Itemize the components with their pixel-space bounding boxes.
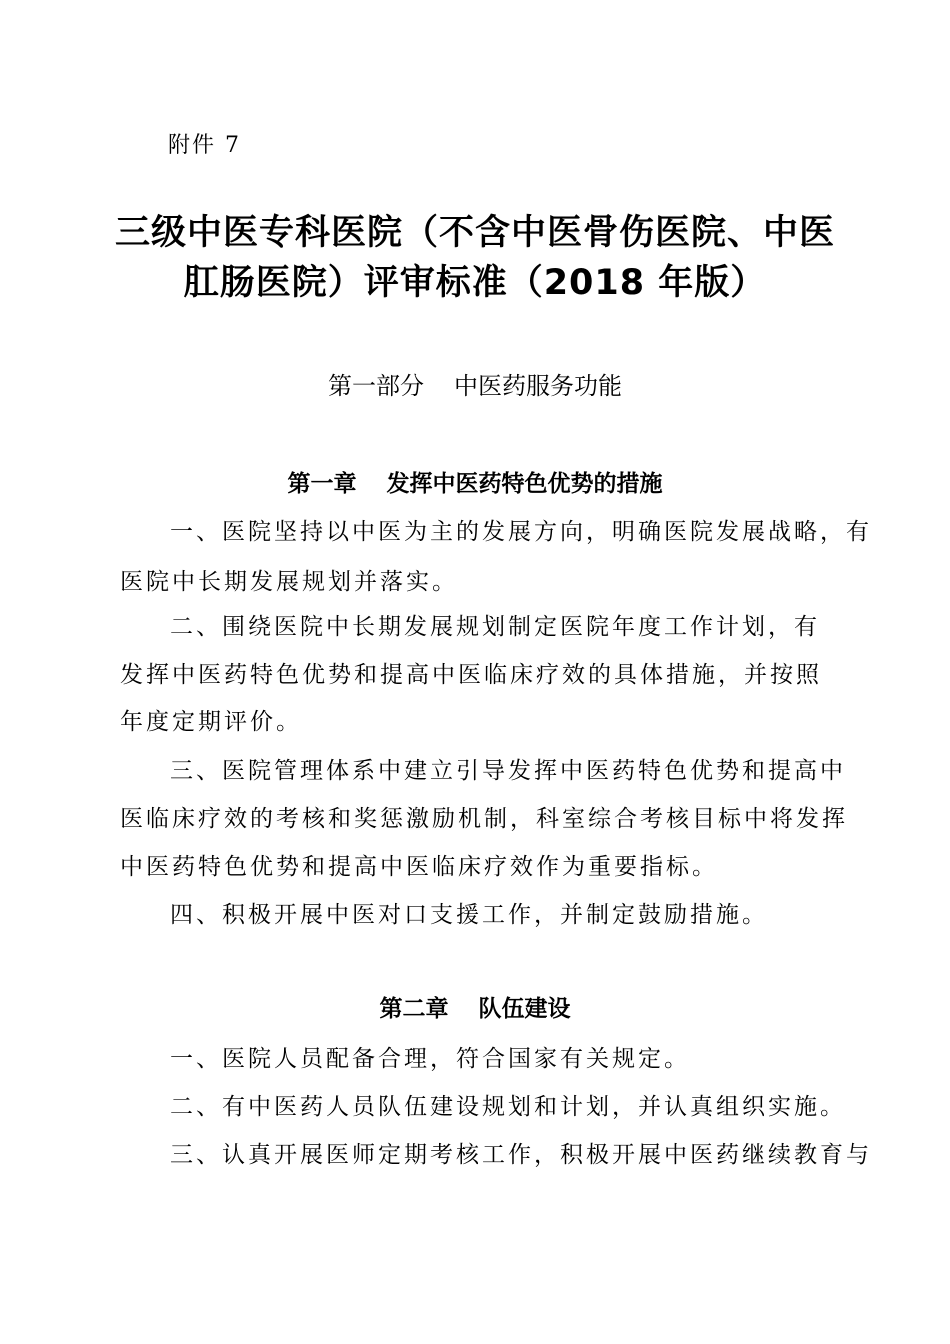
paragraph-line: 年度定期评价。 — [120, 709, 302, 735]
chapter-1-label: 第一章 — [287, 471, 357, 497]
paragraph-line: 二、围绕医院中长期发展规划制定医院年度工作计划，有 — [170, 614, 820, 640]
chapter-1-name: 发挥中医药特色优势的措施 — [386, 471, 663, 497]
paragraph-line: 中医药特色优势和提高中医临床疗效作为重要指标。 — [120, 854, 718, 880]
document-title-line-2: 肛肠医院）评审标准（2018 年版） — [183, 263, 767, 303]
paragraph-line: 医院中长期发展规划并落实。 — [120, 569, 458, 595]
chapter-2-label: 第二章 — [379, 996, 449, 1022]
paragraph-line: 一、医院坚持以中医为主的发展方向，明确医院发展战略，有 — [170, 519, 872, 545]
paragraph-line: 二、有中医药人员队伍建设规划和计划，并认真组织实施。 — [170, 1094, 846, 1120]
part-heading — [0, 366, 950, 401]
paragraph-line: 医临床疗效的考核和奖惩激励机制，科室综合考核目标中将发挥 — [120, 806, 848, 832]
paragraph-line: 四、积极开展中医对口支援工作，并制定鼓励措施。 — [170, 902, 768, 928]
chapter-2-name: 队伍建设 — [478, 996, 571, 1022]
part-label: 第一部分 — [328, 372, 424, 400]
paragraph-line: 一、医院人员配备合理，符合国家有关规定。 — [170, 1046, 690, 1072]
document-title-line-1: 三级中医专科医院（不含中医骨伤医院、中医 — [114, 213, 835, 253]
paragraph-line: 发挥中医药特色优势和提高中医临床疗效的具体措施，并按照 — [120, 662, 822, 688]
paragraph-line: 三、认真开展医师定期考核工作，积极开展中医药继续教育与 — [170, 1142, 872, 1168]
chapter-2-heading — [0, 990, 950, 1023]
part-name: 中医药服务功能 — [454, 372, 622, 400]
chapter-1-heading — [0, 465, 950, 498]
attachment-label: 附件 7 — [168, 133, 241, 158]
paragraph-line: 三、医院管理体系中建立引导发挥中医药特色优势和提高中 — [170, 758, 846, 784]
